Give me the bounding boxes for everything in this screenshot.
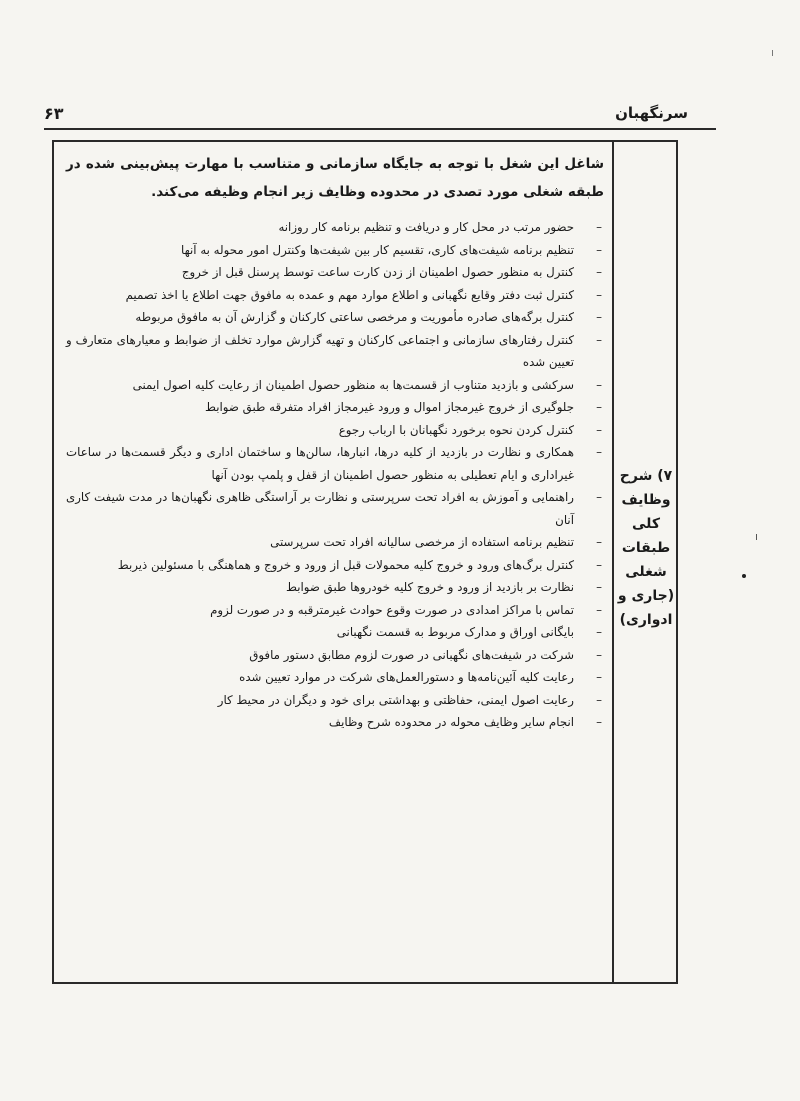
bullet-dash: –: [596, 602, 602, 617]
bullet-dash: –: [596, 580, 602, 594]
duty-text: بایگانی اوراق و مدارک مربوط به قسمت نگهبانی: [336, 625, 574, 639]
duty-item: [66, 261, 604, 284]
bullet-dash: –: [596, 377, 602, 392]
bullet-dash: –: [596, 692, 602, 707]
header-rule: [44, 128, 716, 130]
page-number: ۶۳: [44, 104, 64, 123]
section-label-line: (جاری و: [617, 588, 675, 604]
duty-item: [66, 419, 604, 442]
duty-text: کنترل رفتارهای سازمانی و اجتماعی کارکنان و تهیه گزارش موارد تخلف از ضوابط و معیارهای متعارف و تعیین شده: [66, 332, 574, 369]
duty-text: همکاری و نظارت در بازدید از کلیه درها، انبارها، سالن‌ها و ساختمان اداری و دیگر قسمت‌ها در ساعات غیراداری و ایام تعطیلی به منظور حصول اطمینان از قفل و پلمپ بودن آنها: [66, 445, 574, 482]
section-label-line: کلی: [631, 516, 661, 532]
bullet-dash: –: [596, 332, 602, 347]
section-label-line: ۷) شرح: [619, 468, 673, 484]
duty-item: [66, 576, 604, 599]
bullet-dash: –: [596, 625, 602, 639]
duty-text: کنترل ثبت دفتر وقایع نگهبانی و اطلاع موارد مهم و عمده به مافوق جهت اطلاع یا اخذ تصمیم: [125, 287, 574, 302]
bullet-dash: –: [596, 445, 602, 459]
bullet-dash: –: [596, 400, 602, 414]
bullet-dash: –: [596, 557, 602, 572]
duty-text: رعایت اصول ایمنی، حفاظتی و بهداشتی برای خود و دیگران در محیط کار: [217, 692, 574, 707]
duty-item: [66, 644, 604, 667]
duty-text: کنترل برگه‌های صادره مأموریت و مرخصی ساعتی کارکنان و گزارش آن به مافوق مربوطه: [135, 310, 574, 324]
bullet-dash: –: [596, 715, 602, 729]
duty-text: کنترل برگ‌های ورود و خروج کلیه محمولات قبل از ورود و خروج و هماهنگی با مسئولین ذیربط: [117, 557, 574, 572]
scan-mark: [756, 534, 757, 540]
bullet-dash: –: [596, 220, 602, 234]
duty-item: [66, 689, 604, 712]
duty-item: [66, 531, 604, 554]
duty-text: تنظیم برنامه استفاده از مرخصی سالیانه افراد تحت سرپرستی: [270, 535, 574, 549]
duty-item: [66, 441, 604, 486]
duty-item: [66, 374, 604, 397]
bullet-dash: –: [596, 422, 602, 437]
column-divider: [612, 140, 614, 984]
duty-item: [66, 216, 604, 239]
duty-item: [66, 666, 604, 689]
duty-text: انجام سایر وظایف محوله در محدوده شرح وظایف: [328, 715, 574, 729]
duties-content: [66, 150, 604, 734]
page-header-title: سرنگهبان: [615, 104, 688, 122]
section-label-line: طبقات: [621, 540, 671, 556]
duty-item: [66, 329, 604, 374]
duty-item: [66, 621, 604, 644]
bullet-dash: –: [596, 310, 602, 324]
duty-item: [66, 599, 604, 622]
duty-item: [66, 554, 604, 577]
duty-text: سرکشی و بازدید متناوب از قسمت‌ها به منظور حصول اطمینان از رعایت کلیه اصول ایمنی: [132, 377, 574, 392]
intro-paragraph: شاغل این شغل با توجه به جایگاه سازمانی و متناسب با مهارت پیش‌بینی شده در طبقه شغلی مورد تصدی در محدوده وظایف زیر انجام وظیفه می‌کند.: [66, 156, 604, 200]
duty-text: رعایت کلیه آئین‌نامه‌ها و دستورالعمل‌های شرکت در موارد تعیین شده: [239, 670, 574, 684]
duty-item: [66, 396, 604, 419]
scan-mark: [772, 50, 773, 56]
duty-text: حضور مرتب در محل کار و دریافت و تنظیم برنامه کار روزانه: [278, 220, 574, 234]
section-label-line: وظایف: [621, 492, 671, 508]
duty-text: نظارت بر بازدید از ورود و خروج کلیه خودروها طبق ضوابط: [286, 580, 574, 594]
scan-dot: [742, 574, 746, 578]
duty-text: جلوگیری از خروج غیرمجاز اموال و ورود غیرمجاز افراد متفرقه طبق ضوابط: [205, 400, 574, 414]
bullet-dash: –: [596, 647, 602, 662]
duty-item: [66, 306, 604, 329]
section-label-line: ادواری): [619, 612, 673, 628]
duty-text: تنظیم برنامه شیفت‌های کاری، تقسیم کار بین شیفت‌ها وکنترل امور محوله به آنها: [180, 242, 574, 257]
duty-text: کنترل به منظور حصول اطمینان از زدن کارت ساعت توسط پرسنل قبل از خروج: [181, 265, 574, 279]
duty-text: کنترل کردن نحوه برخورد نگهبانان با ارباب رجوع: [338, 422, 574, 437]
bullet-dash: –: [596, 535, 602, 549]
duty-text: راهنمایی و آموزش به افراد تحت سرپرستی و نظارت بر آراستگی ظاهری نگهبان‌ها در مدت شیفت کاری آنان: [66, 490, 574, 527]
bullet-dash: –: [596, 265, 602, 279]
section-label: [616, 464, 676, 632]
bullet-dash: –: [596, 287, 602, 302]
duty-text: شرکت در شیفت‌های نگهبانی در صورت لزوم مطابق دستور مافوق: [249, 647, 574, 662]
duty-item: [66, 711, 604, 734]
section-label-line: شغلی: [625, 564, 667, 580]
bullet-dash: –: [596, 670, 602, 684]
bullet-dash: –: [596, 490, 602, 504]
duty-text: تماس با مراکز امدادی در صورت وقوع حوادث غیرمترقبه و در صورت لزوم: [210, 602, 574, 617]
duties-list: [66, 216, 604, 734]
duty-item: [66, 284, 604, 307]
duty-item: [66, 239, 604, 262]
bullet-dash: –: [596, 242, 602, 257]
duty-item: [66, 486, 604, 531]
